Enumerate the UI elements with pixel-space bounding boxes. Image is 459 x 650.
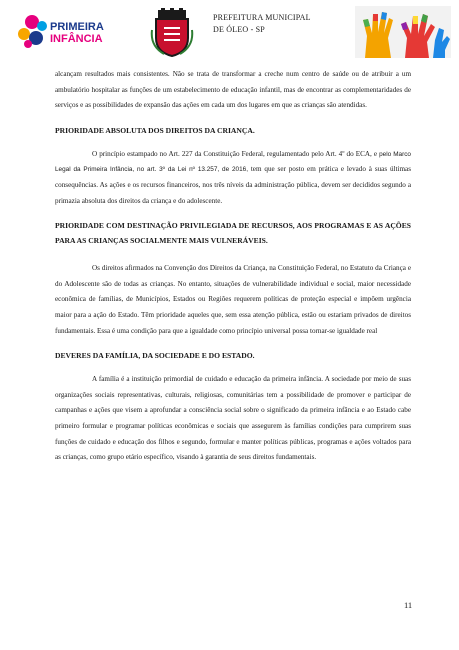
municipality-line2: DE ÓLEO - SP (213, 25, 265, 34)
page-header (0, 0, 459, 62)
municipality-line1: PREFEITURA MUNICIPAL (213, 13, 311, 22)
paragraph-convention: Os direitos afirmados na Convenção dos Direitos da Criança, na Constituição Federal, no Estatuto da Criança e do Adolescente são de todas as crianças. No entanto, situações de vulnerabilidade individual e social, maior necessidade econômica de famílias, de Municípios, Estados ou Regiões requerem políticas de proteção especial e impõem urgência maior para a ação do Estado. Têm prioridade aqueles que, sem essa atenção pública, estão ou estariam privados de direitos fundamentais. Essa é uma condição para que a igualdade como princípio universal possa tornar-se igualdade real (55, 264, 411, 335)
paragraph-constitution-part1: O princípio estampado no Art. 227 da Constituição Federal, regulamentado pelo Art. 4º do ECA, e (92, 149, 380, 158)
painted-hands-image (355, 6, 451, 58)
heading-priority-rights: PRIORIDADE ABSOLUTA DOS DIREITOS DA CRIANÇA. (55, 125, 255, 135)
municipal-crest (150, 8, 194, 58)
page-number: 11 (404, 600, 413, 610)
document-body (55, 67, 411, 466)
heading-priority-resources: PRIORIDADE COM DESTINAÇÃO PRIVILEGIADA DE RECURSOS, AOS PROGRAMAS E AS AÇÕES PARA AS CRIANÇAS SOCIALMENTE MAIS VULNERÁVEIS. (55, 221, 411, 246)
paragraph-family: A família é a instituição primordial de cuidado e educação da primeira infância. A sociedade por meio de suas organizações sociais representativas, culturais, religiosas, comunitárias tem a possibilidade de promover e participar de campanhas e ações que visem a aprofundar a consciência social sobre o significado da primeira infância e ao Estado cabe primeiro formular e programar políticas econômicas e sociais que assegurem às famílias condições para cumprirem suas funções de cuidado e educação dos filhos e segundo, formular e manter políticas públicas, programas e ações voltados para as crianças, como grupo etário específico, visando à garantia de seus direitos fundamentais. (55, 375, 411, 462)
primeira-infancia-logo (12, 8, 122, 54)
heading-duties: DEVERES DA FAMÍLIA, DA SOCIEDADE E DO ESTADO. (55, 351, 255, 361)
paragraph-constitution-part3: tem que ser posto em prática e levado à suas últimas consequências. As ações e os recursos financeiros, nos três níveis da administração pública, devem ser decididos segundo a primazia absoluta dos direitos da criança e do adolescente. (55, 165, 411, 205)
paragraph-constitution-part2: pelo Marco Legal da Primeira Infância, no art. 3º da Lei nº 13.257, de 2016, (55, 150, 411, 174)
municipality-name (213, 12, 311, 36)
paragraph-continuation: alcançam resultados mais consistentes. Não se trata de transformar a creche num centro de saúde ou de atribuir a um ambulatório hospitalar as funções de um estabelecimento de educação infantil, mas de encontrar as complementaridades de serviços e as possibilidades de expansão das ações em cada um dos lugares em que as crianças são atendidas. (55, 70, 411, 110)
logo-line1: PRIMEIRA (50, 21, 104, 33)
paragraph-constitution (55, 147, 411, 209)
logo-line2: INFÂNCIA (50, 33, 103, 45)
